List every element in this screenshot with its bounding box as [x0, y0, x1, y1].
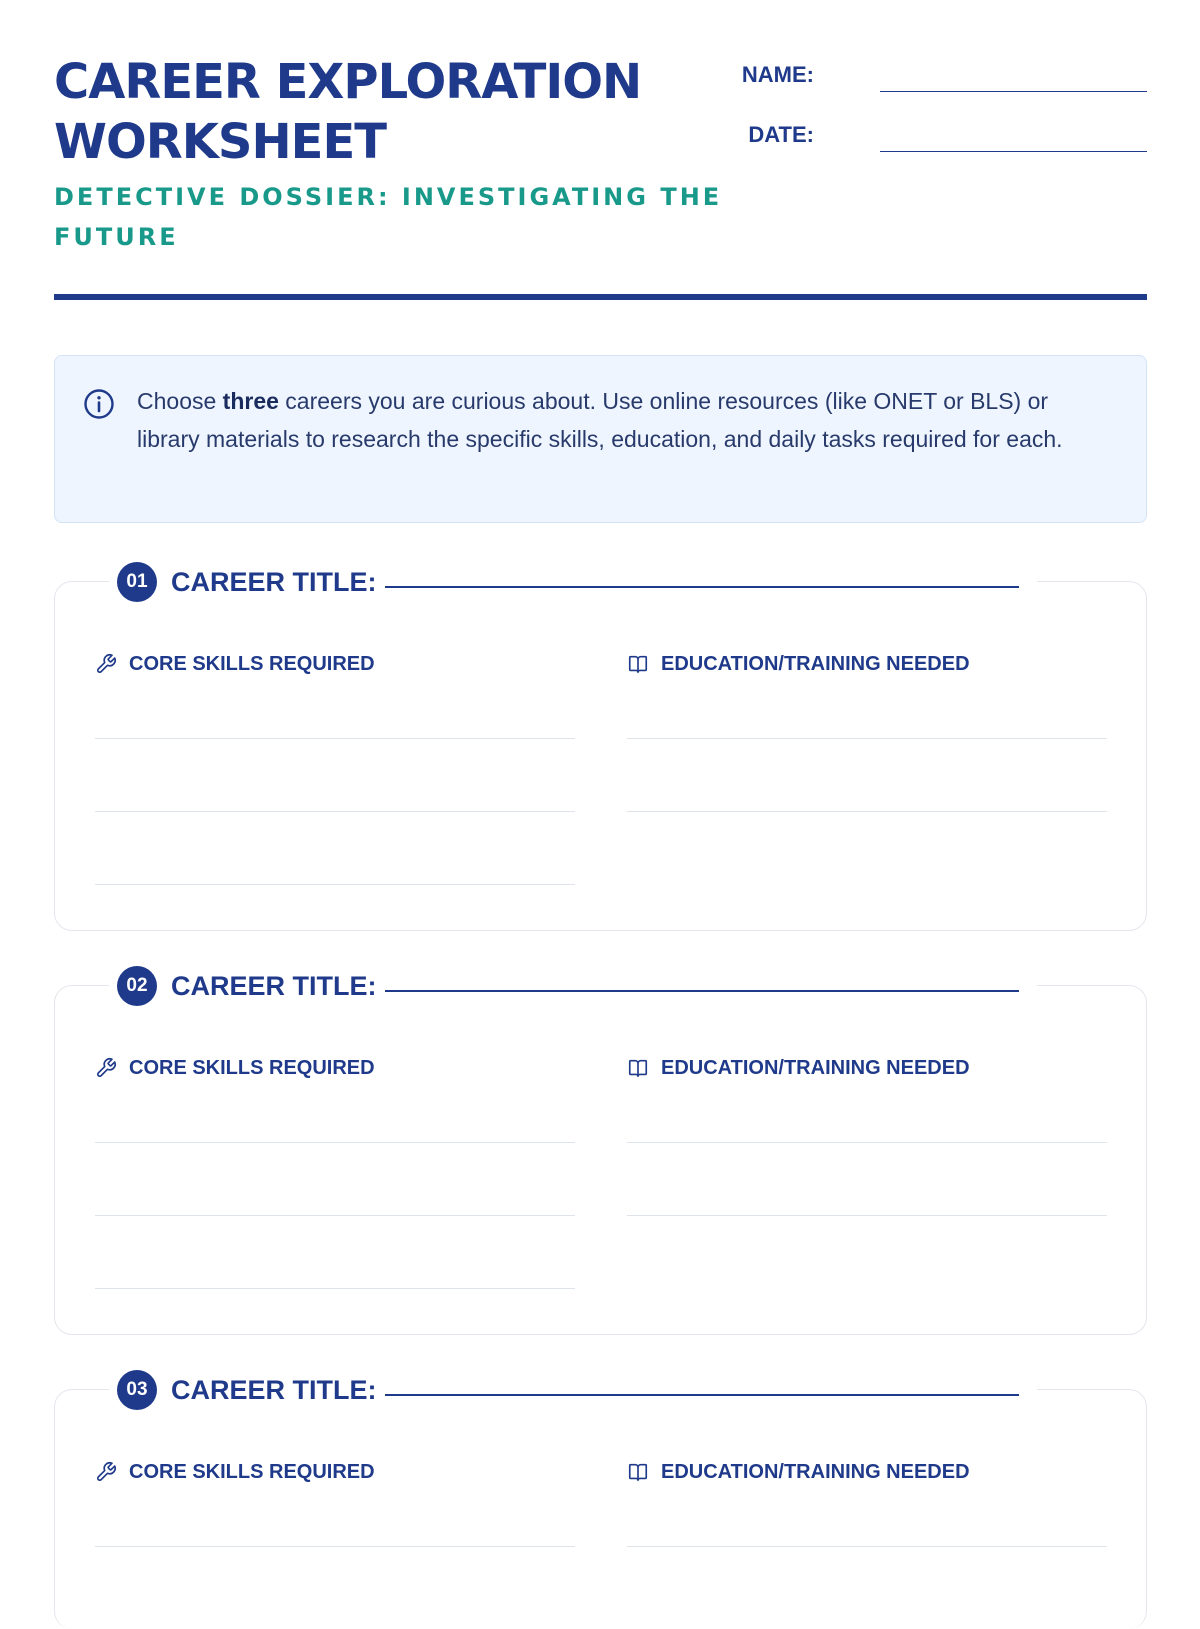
book-icon: [627, 1057, 649, 1079]
page-subtitle: DETECTIVE DOSSIER: INVESTIGATING THE FUTURE: [54, 183, 723, 251]
book-icon: [627, 1461, 649, 1483]
skills-column: [95, 650, 575, 678]
education-answer-line[interactable]: [627, 738, 1107, 739]
header-divider: [54, 294, 1147, 300]
career-title-input-line[interactable]: [385, 570, 1019, 588]
education-answer-line[interactable]: [627, 811, 1107, 812]
skills-column: [95, 1054, 575, 1082]
skills-heading: [95, 1054, 575, 1082]
education-heading: [627, 1458, 1107, 1486]
skills-answer-line[interactable]: [95, 1215, 575, 1216]
skills-heading: [95, 1458, 575, 1486]
education-label: EDUCATION/TRAINING NEEDED: [661, 1056, 970, 1079]
skills-label: CORE SKILLS REQUIRED: [129, 1056, 375, 1079]
career-title-input-line[interactable]: [385, 974, 1019, 992]
career-card-header: [109, 560, 1037, 604]
education-answer-line[interactable]: [627, 1546, 1107, 1547]
date-field-row: [730, 116, 1147, 156]
skills-answer-line[interactable]: [95, 884, 575, 885]
name-label: NAME:: [741, 62, 814, 87]
wrench-icon: [95, 1057, 117, 1079]
skills-answer-line[interactable]: [95, 1288, 575, 1289]
info-icon: [83, 388, 115, 420]
wrench-icon: [95, 653, 117, 675]
career-title-label: CAREER TITLE:: [171, 970, 377, 1001]
skills-answer-line[interactable]: [95, 738, 575, 739]
education-answer-line[interactable]: [627, 1215, 1107, 1216]
skills-label: CORE SKILLS REQUIRED: [129, 1460, 375, 1483]
skills-column: [95, 1458, 575, 1486]
education-label: EDUCATION/TRAINING NEEDED: [661, 652, 970, 675]
date-label: DATE:: [748, 122, 814, 147]
instructions-text-end: careers you are curious about. Use online resources (like ONET or BLS) or library materials to research the specific skills, education, and daily tasks required for each.: [137, 388, 1063, 452]
career-title-input-line[interactable]: [385, 1378, 1019, 1396]
name-field-row: [730, 56, 1147, 96]
career-card-header: [109, 964, 1037, 1008]
career-number-badge: 02: [117, 966, 157, 1006]
career-card-1: [54, 566, 1147, 931]
name-input-line[interactable]: [880, 91, 1147, 92]
skills-answer-line[interactable]: [95, 811, 575, 812]
education-column: [627, 650, 1107, 678]
education-column: [627, 1054, 1107, 1082]
career-card-3: [54, 1374, 1147, 1629]
page-title: CAREER EXPLORATION WORKSHEET: [54, 54, 642, 170]
education-label: EDUCATION/TRAINING NEEDED: [661, 1460, 970, 1483]
skills-label: CORE SKILLS REQUIRED: [129, 652, 375, 675]
instructions-text-start: Choose: [137, 388, 223, 414]
career-card-2: [54, 970, 1147, 1335]
skills-answer-line[interactable]: [95, 1546, 575, 1547]
instructions-box: [54, 355, 1147, 523]
career-title-label: CAREER TITLE:: [171, 566, 377, 597]
career-title-label: CAREER TITLE:: [171, 1374, 377, 1405]
worksheet-header: [54, 52, 1147, 252]
education-heading: [627, 650, 1107, 678]
wrench-icon: [95, 1461, 117, 1483]
career-number-badge: 01: [117, 562, 157, 602]
skills-answer-line[interactable]: [95, 1142, 575, 1143]
book-icon: [627, 653, 649, 675]
career-number-badge: 03: [117, 1370, 157, 1410]
career-card-header: [109, 1368, 1037, 1412]
skills-heading: [95, 650, 575, 678]
date-input-line[interactable]: [880, 151, 1147, 152]
education-column: [627, 1458, 1107, 1486]
instructions-emphasis: three: [222, 388, 279, 414]
education-answer-line[interactable]: [627, 1142, 1107, 1143]
instructions-text: [137, 382, 1117, 458]
education-heading: [627, 1054, 1107, 1082]
